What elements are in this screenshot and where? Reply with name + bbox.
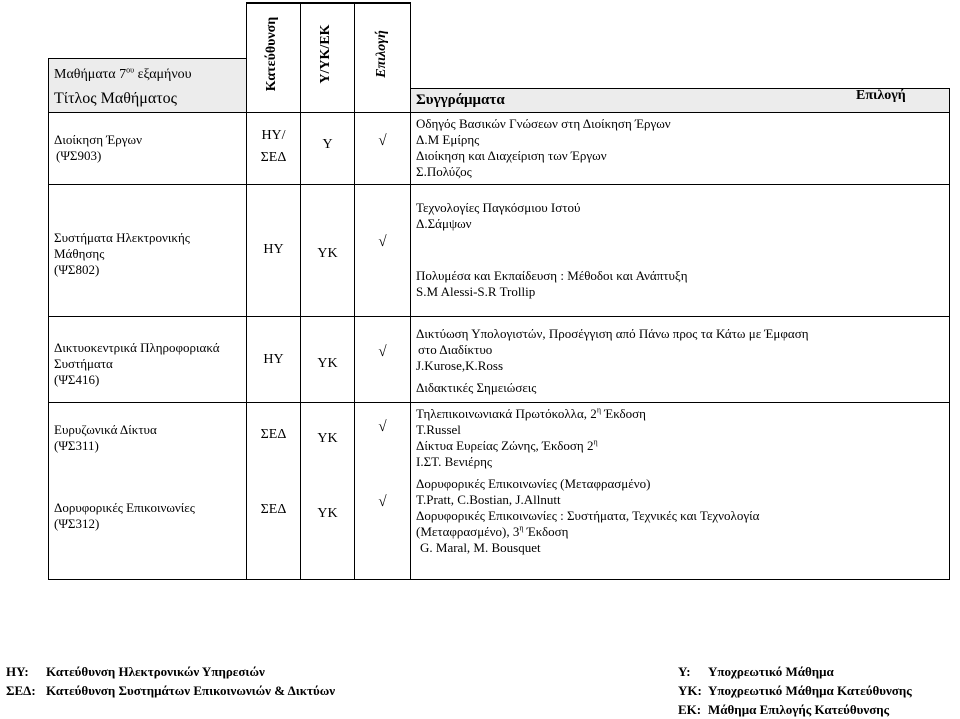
course-books-3: Δικτύωση Υπολογιστών, Προσέγγιση από Πάνω προς τα Κάτω με Έμφαση στο Διαδίκτυο J.Kurose,K.Ross Διδακτικές Σημειώσεις — [416, 326, 809, 395]
course-direction-3: ΗΥ — [263, 352, 284, 367]
course-check-2: √ — [378, 234, 387, 250]
col-divider-1 — [246, 2, 247, 580]
course-type-3: ΥΚ — [317, 356, 338, 371]
legend-item: ΣΕΔ: Κατεύθυνση Συστημάτων Επικοινωνιών & Δικτύων — [6, 683, 336, 698]
table-bottom-border — [48, 579, 950, 580]
course-books-2: Τεχνολογίες Παγκόσμιου Ιστού Δ.Σάμψων Πολυμέσα και Εκπαίδευση : Μέθοδοι και Ανάπτυξη S.M Alessi-S.R Trollip — [416, 200, 688, 299]
course-title-2: Συστήματα Ηλεκτρονικής Μάθησης (ΨΣ802) — [54, 230, 190, 277]
row-divider-3 — [48, 402, 950, 403]
course-direction-1: ΗΥ/ ΣΕΔ — [260, 128, 287, 165]
course-check-4: √ — [378, 419, 387, 435]
course-books-1: Οδηγός Βασικών Γνώσεων στη Διοίκηση Έργων Δ.Μ Εμίρης Διοίκηση και Διαχείριση των Έργων Σ.Πολύζος — [416, 116, 671, 179]
semester-title: Μαθήματα $7^{o\upsilon}$ εξαμήνου — [54, 65, 192, 82]
col-divider-2 — [300, 2, 301, 580]
right-border — [949, 88, 950, 580]
legend-item: ΗΥ: Κατεύθυνση Ηλεκτρονικών Υπηρεσιών — [6, 664, 265, 679]
outer-top-border — [246, 2, 410, 4]
header-top-border — [48, 58, 246, 59]
column-header-direction: Κατεύθυνση — [264, 16, 279, 92]
column-header-choice: Επιλογή — [374, 30, 389, 78]
course-title-3: Δικτυοκεντρικά Πληροφοριακά Συστήματα (ΨΣ416) — [54, 340, 220, 387]
column-header-books: Συγγράμματα — [416, 92, 505, 108]
course-title-1: Διοίκηση Έργων (ΨΣ903) — [54, 132, 142, 163]
course-type-5: ΥΚ — [317, 506, 338, 521]
course-books-5: Δορυφορικές Επικοινωνίες (Μεταφρασμένο) T.Pratt, C.Bostian, J.Allnutt Δορυφορικές Επικοινωνίες : Συστήματα, Τεχνικές και Τεχνολογία (Μεταφρασμένο), $3^\eta$ Έκδοση G. Maral, M. Bousquet — [416, 476, 760, 555]
column-header-type: Υ/ΥΚ/ΕΚ — [318, 24, 333, 84]
course-type-2: ΥΚ — [317, 246, 338, 261]
course-check-3: √ — [378, 344, 387, 360]
column-header-choice-2: Επιλογή — [856, 88, 906, 103]
course-direction-4: ΣΕΔ — [260, 427, 287, 442]
course-check-1: √ — [378, 133, 387, 149]
legend-left — [6, 662, 335, 700]
legend-item: ΥΚ: Υποχρεωτικό Μάθημα Κατεύθυνσης — [678, 683, 912, 698]
course-title-4: Ευρυζωνικά Δίκτυα (ΨΣ311) — [54, 422, 157, 453]
course-check-5: √ — [378, 494, 387, 510]
course-type-1: Υ — [322, 137, 333, 152]
course-type-4: ΥΚ — [317, 431, 338, 446]
course-direction-5: ΣΕΔ — [260, 502, 287, 517]
col-divider-4 — [410, 2, 411, 580]
course-books-4: Τηλεπικοινωνιακά Πρωτόκολλα, $2^\eta$ Έκδοση T.Russel Δίκτυα Ευρείας Ζώνης, Έκδοση $2^\eta$ Ι.ΣΤ. Βενιέρης — [416, 405, 646, 469]
course-title-5: Δορυφορικές Επικοινωνίες (ΨΣ312) — [54, 500, 195, 531]
header-bottom-border — [48, 112, 950, 113]
row-divider-2 — [48, 316, 950, 317]
legend-item: Υ: Υποχρεωτικό Μάθημα — [678, 664, 834, 679]
course-direction-2: ΗΥ — [263, 242, 284, 257]
legend-right — [678, 662, 912, 719]
column-header-title: Τίτλος Μαθήματος — [54, 90, 177, 107]
legend-item: ΕΚ: Μάθημα Επιλογής Κατεύθυνσης — [678, 702, 890, 717]
left-border — [48, 58, 49, 580]
row-divider-1 — [48, 184, 950, 185]
